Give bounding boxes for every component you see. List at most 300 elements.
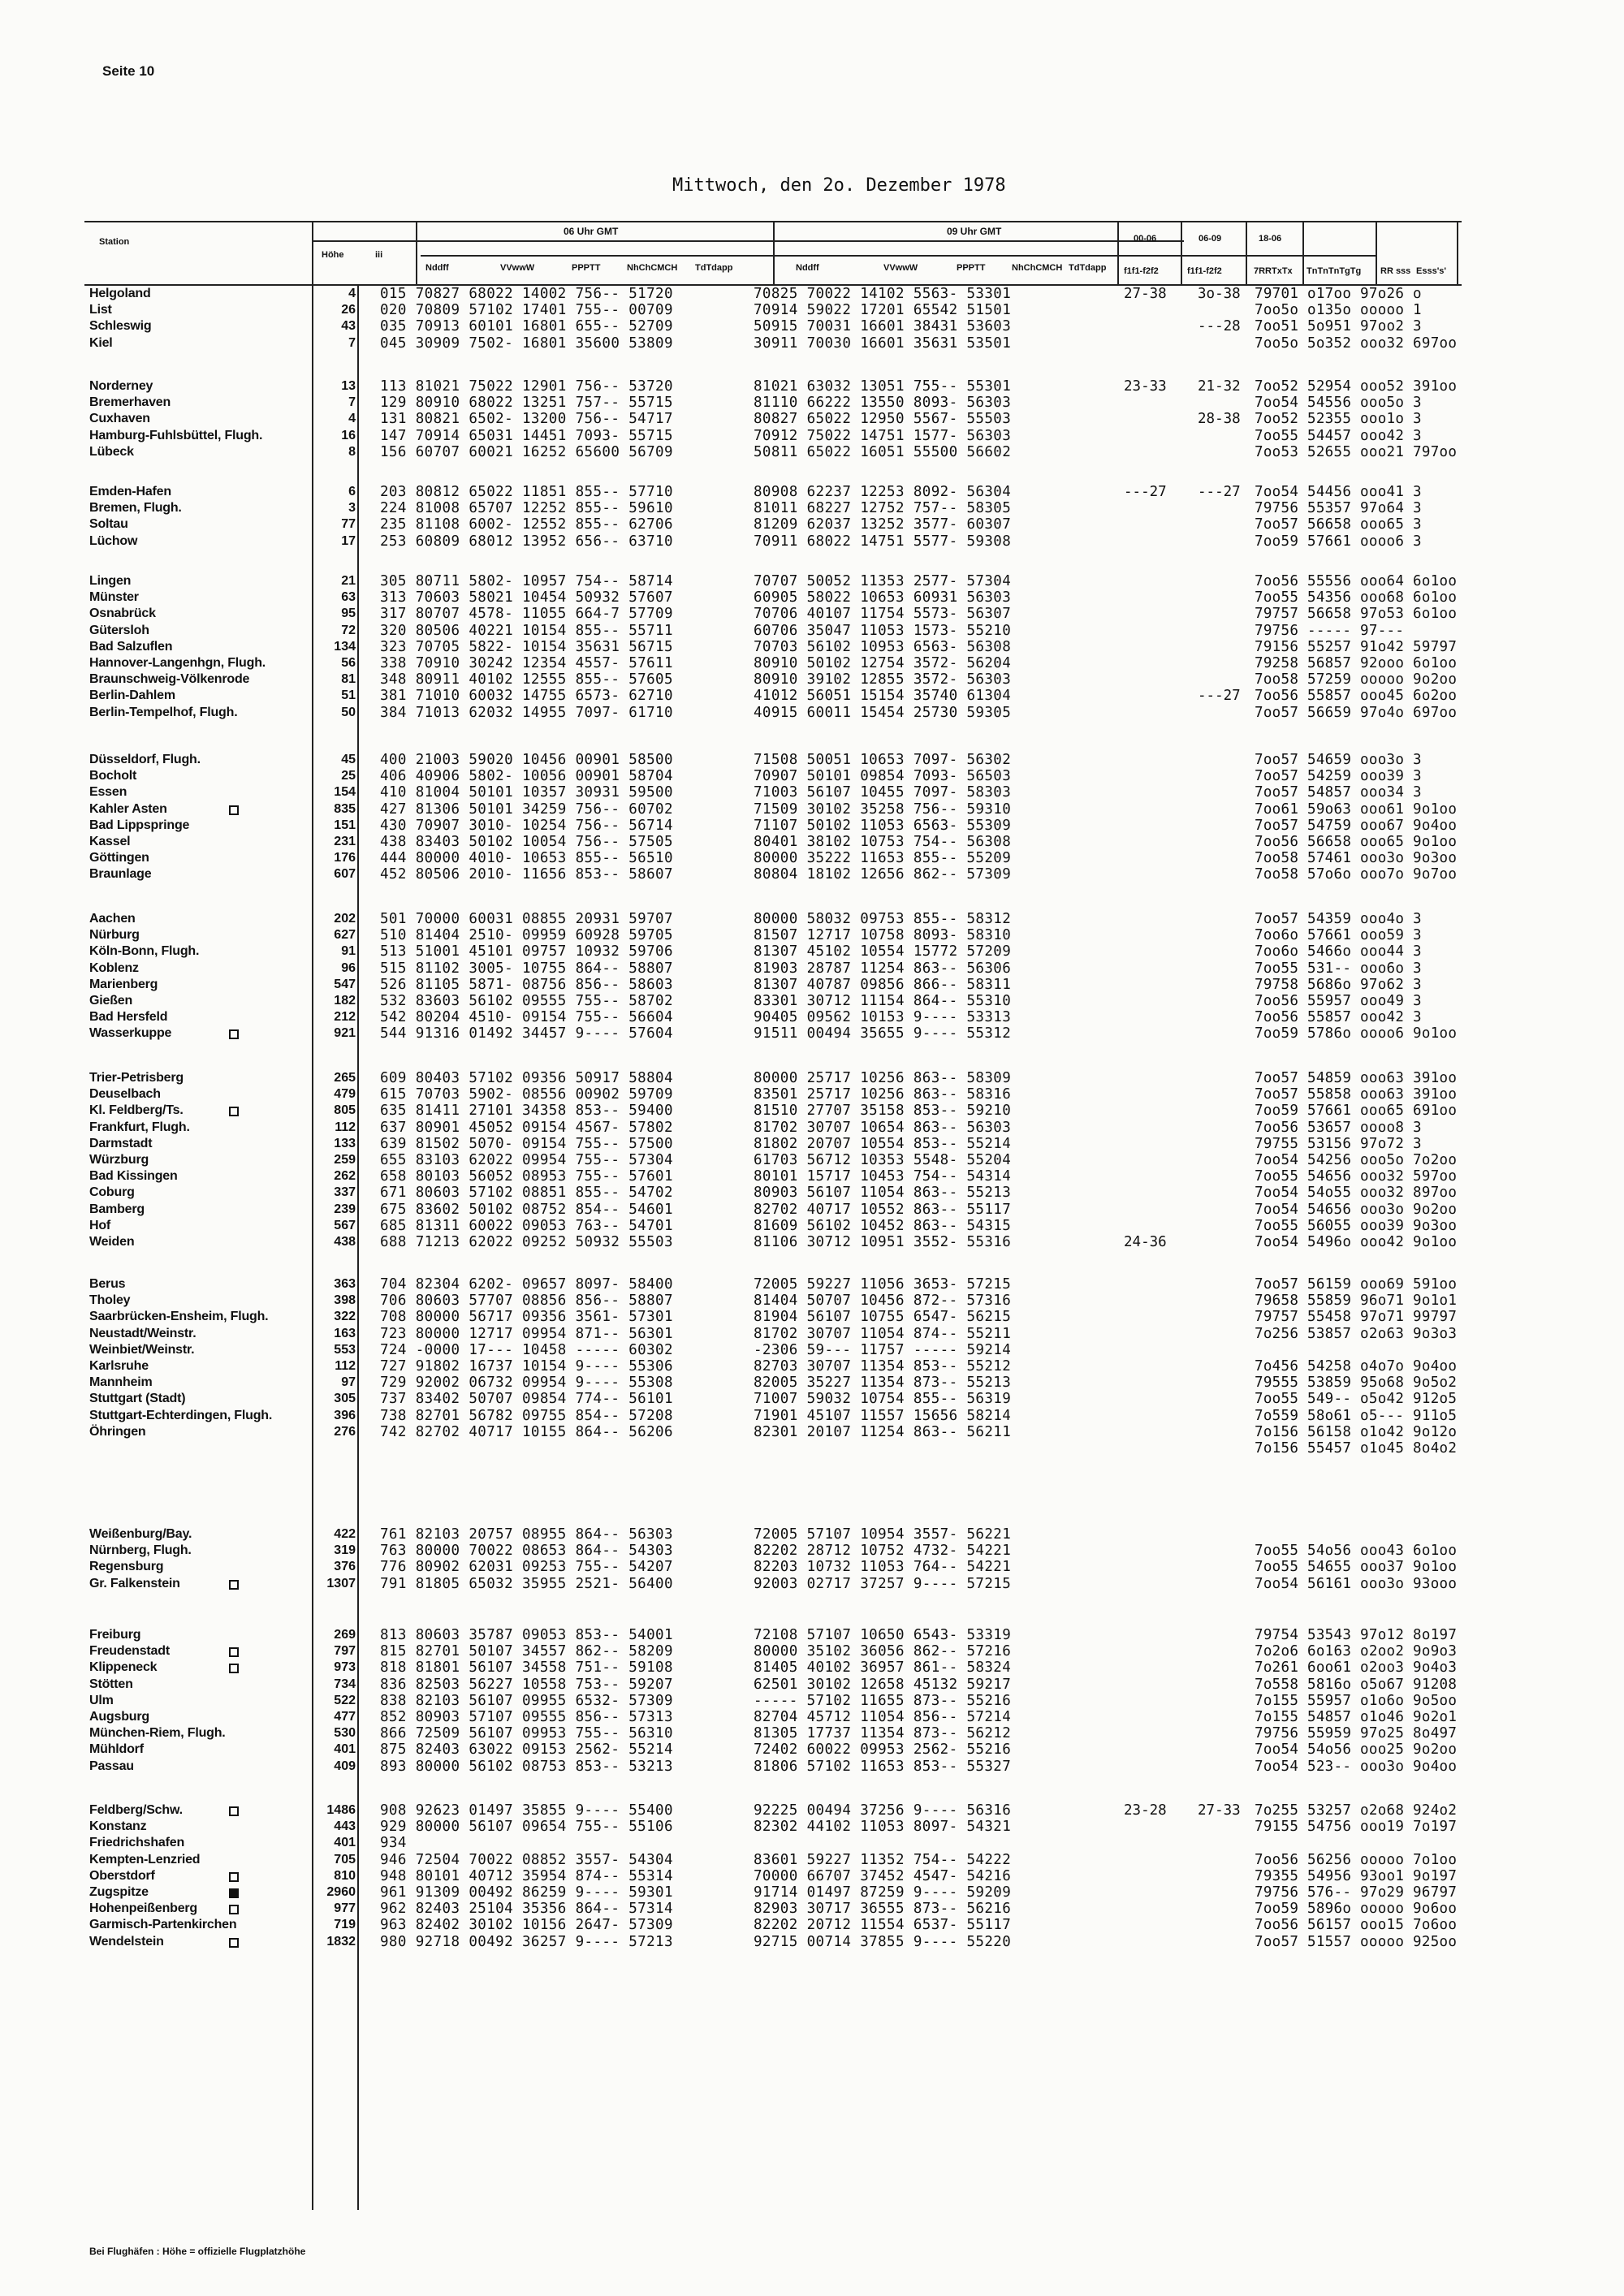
extremes-18-06: 7oo56 55957 ooo49 3 [1255, 992, 1422, 1009]
station-height: 56 [341, 655, 356, 670]
extremes-18-06: 7oo53 52655 ooo21 797oo [1255, 443, 1458, 460]
extremes-18-06: 79355 54956 93oo1 9o197 [1255, 1867, 1458, 1884]
table-row [0, 1559, 1624, 1575]
station-name: Gießen [89, 993, 133, 1008]
station-height: 443 [334, 1819, 356, 1834]
obs-09-gmt: 72005 59227 11056 3653- 57215 [754, 1276, 1012, 1293]
obs-09-gmt: 81903 28787 11254 863-- 56306 [754, 960, 1012, 977]
obs-06-gmt: 317 80707 4578- 11055 664-7 57709 [380, 606, 673, 623]
extremes-18-06: 7oo54 523-- ooo3o 9o4oo [1255, 1758, 1458, 1775]
station-height: 182 [334, 993, 356, 1008]
station-name: Coburg [89, 1185, 135, 1200]
obs-09-gmt: 81209 62037 13252 3577- 60307 [754, 516, 1012, 533]
obs-06-gmt: 452 80506 2010- 11656 853-- 58607 [380, 866, 673, 883]
extremes-18-06: 7oo56 56658 ooo65 9o1oo [1255, 833, 1458, 850]
obs-09-gmt: 80101 15717 10453 754-- 54314 [754, 1168, 1012, 1185]
extremes-18-06: 7oo52 52355 ooo1o 3 [1255, 411, 1422, 428]
extremes-18-06: 7oo56 55857 ooo45 6o2oo [1255, 688, 1458, 705]
station-name: Bremerhaven [89, 395, 171, 410]
station-name: Saarbrücken-Ensheim, Flugh. [89, 1310, 269, 1324]
station-height: 398 [334, 1293, 356, 1308]
station-name: Konstanz [89, 1819, 147, 1834]
table-row [0, 395, 1624, 411]
table-row [0, 1086, 1624, 1103]
square-icon [229, 1905, 239, 1914]
station-name: Kassel [89, 834, 131, 848]
extremes-18-06: 7oo55 54655 ooo37 9o1oo [1255, 1559, 1458, 1576]
obs-06-gmt: 838 82103 56107 09955 6532- 57309 [380, 1692, 673, 1709]
col06-tdtd: TdTdapp [695, 263, 733, 273]
station-name: Mannheim [89, 1375, 153, 1390]
obs-06-gmt: 400 21003 59020 10456 00901 58500 [380, 752, 673, 768]
table-row [0, 318, 1624, 334]
extremes-18-06: 7o256 53857 o2o63 9o3o3 [1255, 1325, 1458, 1342]
obs-09-gmt: 91511 00494 35655 9---- 55312 [754, 1025, 1012, 1042]
table-row [0, 1103, 1624, 1119]
obs-06-gmt: 224 81008 65707 12252 855-- 59610 [380, 500, 673, 517]
table-row [0, 911, 1624, 927]
obs-06-gmt: 836 82503 56227 10558 753-- 59207 [380, 1676, 673, 1693]
obs-09-gmt: 83301 30712 11154 864-- 55310 [754, 992, 1012, 1009]
obs-06-gmt: 410 81004 50101 10357 30931 59500 [380, 784, 673, 801]
station-height: 176 [334, 851, 356, 865]
station-name: Cuxhaven [89, 412, 150, 426]
obs-09-gmt: 82704 45712 11054 856-- 57214 [754, 1708, 1012, 1725]
obs-09-gmt: 70907 50101 09854 7093- 56503 [754, 768, 1012, 785]
extremes-18-06: 7o2o6 6o163 o2oo2 9o9o3 [1255, 1643, 1458, 1660]
obs-09-gmt: 90405 09562 10153 9---- 53313 [754, 1009, 1012, 1026]
extremes-18-06: 7oo56 55556 ooo64 6o1oo [1255, 573, 1458, 589]
extremes-18-06: 7o261 6oo61 o2oo3 9o4o3 [1255, 1659, 1458, 1677]
station-height: 26 [341, 303, 356, 317]
station-height: 409 [334, 1759, 356, 1773]
station-height: 43 [341, 319, 356, 334]
table-row [0, 1391, 1624, 1407]
gust-06-09: ---28 [1198, 318, 1241, 335]
table-row [0, 1358, 1624, 1375]
table-row [0, 784, 1624, 801]
station-height: 921 [334, 1026, 356, 1041]
extremes-18-06: 79757 55458 97o71 99797 [1255, 1309, 1458, 1326]
obs-09-gmt: 81609 56102 10452 863-- 54315 [754, 1217, 1012, 1234]
obs-09-gmt: 81802 20707 10554 853-- 55214 [754, 1135, 1012, 1152]
station-height: 2960 [326, 1884, 356, 1899]
col09-tdtd: TdTdapp [1069, 263, 1107, 273]
extremes-18-06: 7oo54 54656 ooo3o 9o2oo [1255, 1201, 1458, 1218]
station-name: Öhringen [89, 1424, 146, 1439]
station-height: 50 [341, 705, 356, 719]
station-group [0, 911, 1624, 1042]
station-height: 477 [334, 1709, 356, 1724]
obs-06-gmt: 430 70907 3010- 10254 756-- 56714 [380, 817, 673, 834]
obs-06-gmt: 685 81311 60022 09053 763-- 54701 [380, 1217, 673, 1234]
obs-06-gmt: 501 70000 60031 08855 20931 59707 [380, 911, 673, 927]
obs-09-gmt: 92003 02717 37257 9---- 57215 [754, 1575, 1012, 1592]
station-name: Nürnberg, Flugh. [89, 1543, 192, 1558]
sub-tn: TnTnTnTgTg [1307, 266, 1362, 276]
station-name: Münster [89, 590, 139, 605]
obs-09-gmt: 71007 59032 10754 855-- 56319 [754, 1391, 1012, 1408]
obs-06-gmt: 742 82702 40717 10155 864-- 56206 [380, 1423, 673, 1440]
hoehe-header: Höhe [322, 250, 344, 260]
table-row [0, 1408, 1624, 1424]
station-name: Kl. Feldberg/Ts. [89, 1103, 184, 1118]
period-00-06: 00-06 [1134, 234, 1157, 244]
table-row [0, 1234, 1624, 1250]
obs-09-gmt: 30911 70030 16601 35631 53501 [754, 334, 1012, 352]
station-height: 259 [334, 1152, 356, 1167]
extremes-18-06: 79756 576-- 97o29 96797 [1255, 1884, 1458, 1901]
table-row [0, 834, 1624, 850]
table-row [0, 752, 1624, 768]
obs-06-gmt: 761 82103 20757 08955 864-- 56303 [380, 1526, 673, 1543]
extremes-18-06: 7oo55 549-- o5o42 912o5 [1255, 1391, 1458, 1408]
station-name: Berus [89, 1277, 126, 1291]
station-name: Aachen [89, 912, 136, 926]
station-name: Helgoland [89, 287, 151, 300]
col09-ppptt: PPPTT [957, 263, 986, 273]
extremes-18-06: 7oo55 54356 ooo68 6o1oo [1255, 589, 1458, 606]
square-icon [229, 1938, 239, 1948]
obs-06-gmt: 738 82701 56782 09755 854-- 57208 [380, 1407, 673, 1424]
table-row [0, 500, 1624, 516]
extremes-18-06: 79701 o17oo 97o26 o [1255, 286, 1422, 302]
table-row [0, 705, 1624, 721]
station-height: 305 [334, 1392, 356, 1406]
station-group [0, 752, 1624, 883]
station-height: 805 [334, 1103, 356, 1118]
obs-09-gmt: 83501 25717 10256 863-- 58316 [754, 1086, 1012, 1103]
station-height: 7 [348, 395, 356, 410]
obs-09-gmt: 70706 40107 11754 5573- 56307 [754, 606, 1012, 623]
station-height: 376 [334, 1560, 356, 1574]
station-name: Stuttgart-Echterdingen, Flugh. [89, 1408, 273, 1422]
table-row [0, 688, 1624, 704]
table-row [0, 1025, 1624, 1042]
extremes-18-06: 7oo58 57461 ooo3o 9o3oo [1255, 850, 1458, 867]
square-icon [229, 1647, 239, 1657]
col09-nddff: Nddff [796, 263, 819, 273]
obs-09-gmt: 91714 01497 87259 9---- 59209 [754, 1884, 1012, 1901]
page-number: Seite 10 [102, 63, 155, 79]
gust-06-09: ---27 [1198, 688, 1241, 705]
table-row [0, 573, 1624, 589]
obs-06-gmt: 615 70703 5902- 08556 00902 59709 [380, 1086, 673, 1103]
extremes-18-06: 7oo58 57259 ooooo 9o2oo [1255, 671, 1458, 688]
extremes-18-06: 79756 55959 97o25 8o497 [1255, 1725, 1458, 1742]
extremes-18-06: 79756 ----- 97--- [1255, 622, 1405, 639]
gust-06-09: 3o-38 [1198, 286, 1241, 302]
iii-header: iii [375, 250, 383, 260]
obs-09-gmt: 82005 35227 11354 873-- 55213 [754, 1375, 1012, 1392]
obs-09-gmt: 80401 38102 10753 754-- 56308 [754, 833, 1012, 850]
obs-06-gmt: 791 81805 65032 35955 2521- 56400 [380, 1575, 673, 1592]
station-height: 3 [348, 501, 356, 516]
square-icon [229, 1872, 239, 1882]
obs-06-gmt: 156 60707 60021 16252 65600 56709 [380, 443, 673, 460]
obs-06-gmt: 737 83402 50707 09854 774-- 56101 [380, 1391, 673, 1408]
obs-09-gmt: 80908 62237 12253 8092- 56304 [754, 484, 1012, 500]
table-row [0, 533, 1624, 550]
extremes-18-06: 7oo61 59o63 ooo61 9o1oo [1255, 801, 1458, 818]
station-name: Augsburg [89, 1709, 149, 1724]
station-name: Bremen, Flugh. [89, 501, 182, 516]
station-name: Darmstadt [89, 1136, 153, 1150]
obs-06-gmt: 980 92718 00492 36257 9---- 57213 [380, 1933, 673, 1950]
extremes-18-06: 7oo59 5896o ooooo 9o6oo [1255, 1901, 1458, 1918]
station-name: Bad Salzuflen [89, 639, 173, 654]
obs-06-gmt: 020 70809 57102 17401 755-- 00709 [380, 302, 673, 319]
station-height: 276 [334, 1424, 356, 1439]
table-row [0, 1375, 1624, 1391]
obs-09-gmt: -2306 59--- 11757 ----- 59214 [754, 1341, 1012, 1358]
station-name: Feldberg/Schw. [89, 1803, 183, 1817]
station-name: Hohenpeißenberg [89, 1901, 198, 1916]
obs-06-gmt: 723 80000 12717 09954 871-- 56301 [380, 1325, 673, 1342]
obs-09-gmt: 81702 30707 11054 874-- 55211 [754, 1325, 1012, 1342]
extremes-18-06: 79155 54756 ooo19 7o197 [1255, 1819, 1458, 1836]
station-height: 530 [334, 1726, 356, 1741]
gust-00-06: 24-36 [1124, 1233, 1167, 1250]
station-height: 96 [341, 960, 356, 975]
col06-vvwww: VVwwW [500, 263, 535, 273]
extremes-18-06: 7oo5o 5o352 ooo32 697oo [1255, 334, 1458, 352]
table-row [0, 993, 1624, 1009]
obs-06-gmt: 946 72504 70022 08852 3557- 54304 [380, 1851, 673, 1868]
footnote: Bei Flughäfen : Höhe = offizielle Flugplatzhöhe [89, 2246, 306, 2257]
station-name: Friedrichshafen [89, 1836, 185, 1850]
station-name: Passau [89, 1759, 134, 1773]
extremes-18-06: 7oo54 56161 ooo3o 93ooo [1255, 1575, 1458, 1592]
station-name: Bocholt [89, 769, 137, 783]
obs-06-gmt: 129 80910 68022 13251 757-- 55715 [380, 395, 673, 412]
station-height: 1307 [326, 1576, 356, 1590]
extremes-18-06: 7oo54 54556 ooo5o 3 [1255, 395, 1422, 412]
obs-06-gmt: 675 83602 50102 08752 854-- 54601 [380, 1201, 673, 1218]
obs-06-gmt: 908 92623 01497 35855 9---- 55400 [380, 1802, 673, 1819]
extremes-18-06: 79658 55859 96o71 9o1o1 [1255, 1293, 1458, 1310]
station-height: 265 [334, 1071, 356, 1085]
table-row [0, 1759, 1624, 1775]
gust-00-06: 27-38 [1124, 286, 1167, 302]
table-row [0, 1819, 1624, 1835]
station-name: Norderney [89, 379, 153, 393]
extremes-18-06: 7oo56 53657 oooo8 3 [1255, 1119, 1422, 1136]
obs-09-gmt: 72005 57107 10954 3557- 56221 [754, 1526, 1012, 1543]
station-name: Weiden [89, 1234, 135, 1249]
extremes-18-06: 79755 53156 97o72 3 [1255, 1135, 1422, 1152]
obs-06-gmt: 635 81411 27101 34358 853-- 59400 [380, 1103, 673, 1120]
station-height: 977 [334, 1901, 356, 1916]
extremes-18-06: 7oo57 51557 ooooo 925oo [1255, 1933, 1458, 1950]
extremes-18-06: 7oo55 54457 ooo42 3 [1255, 427, 1422, 444]
station-name: Braunlage [89, 867, 152, 882]
extremes-18-06: 7oo6o 57661 ooo59 3 [1255, 927, 1422, 944]
obs-09-gmt: 71509 30102 35258 756-- 59310 [754, 801, 1012, 818]
obs-06-gmt: 729 92002 06732 09954 9---- 55308 [380, 1375, 673, 1392]
obs-06-gmt: 818 81801 56107 34558 751-- 59108 [380, 1659, 673, 1677]
obs-06-gmt: 706 80603 57707 08856 856-- 58807 [380, 1293, 673, 1310]
extremes-18-06: 7oo59 57661 ooo65 691oo [1255, 1103, 1458, 1120]
station-name: Weißenburg/Bay. [89, 1527, 192, 1541]
station-name: Berlin-Dahlem [89, 688, 175, 703]
extremes-18-06: 7oo57 56159 ooo69 591oo [1255, 1276, 1458, 1293]
obs-09-gmt: 80910 39102 12855 3572- 56303 [754, 671, 1012, 688]
extremes-18-06: 7oo54 54o55 ooo32 897oo [1255, 1185, 1458, 1202]
obs-06-gmt: 510 81404 2510- 09959 60928 59705 [380, 927, 673, 944]
extremes-18-06: 7o156 56158 o1o42 9o12o [1255, 1423, 1458, 1440]
station-name: Lübeck [89, 444, 134, 459]
obs-06-gmt: 727 91802 16737 10154 9---- 55306 [380, 1357, 673, 1375]
extremes-18-06: 7oo59 5786o oooo6 9o1oo [1255, 1025, 1458, 1042]
obs-09-gmt: 81305 17737 11354 873-- 56212 [754, 1725, 1012, 1742]
obs-09-gmt: 81011 68227 12752 757-- 58305 [754, 500, 1012, 517]
table-row [0, 1070, 1624, 1086]
station-name: Oberstdorf [89, 1868, 155, 1883]
extremes-18-06: 7oo57 56659 97o4o 697oo [1255, 704, 1458, 721]
table-row [0, 1276, 1624, 1293]
extremes-18-06: 7oo55 531-- ooo6o 3 [1255, 960, 1422, 977]
obs-06-gmt: 875 82403 63022 09153 2562- 55214 [380, 1741, 673, 1759]
station-name: Klippeneck [89, 1660, 158, 1675]
station-height: 51 [341, 688, 356, 703]
obs-09-gmt: 82702 40717 10552 863-- 55117 [754, 1201, 1012, 1218]
station-group [0, 378, 1624, 460]
table-row [0, 927, 1624, 943]
obs-06-gmt: 948 80101 40712 35954 874-- 55314 [380, 1867, 673, 1884]
square-icon [229, 1107, 239, 1116]
table-row [0, 1202, 1624, 1218]
station-name: Nürburg [89, 928, 140, 943]
gmt09-header: 09 Uhr GMT [947, 226, 1002, 237]
obs-06-gmt: 131 80821 6502- 13200 756-- 54717 [380, 411, 673, 428]
obs-06-gmt: 763 80000 70022 08653 864-- 54303 [380, 1543, 673, 1560]
obs-09-gmt: 72108 57107 10650 6543- 53319 [754, 1627, 1012, 1643]
table-row [0, 1643, 1624, 1659]
extremes-18-06: 7oo55 54656 ooo32 597oo [1255, 1168, 1458, 1185]
station-name: Stuttgart (Stadt) [89, 1392, 186, 1406]
obs-06-gmt: 893 80000 56102 08753 853-- 53213 [380, 1758, 673, 1775]
station-height: 607 [334, 867, 356, 882]
table-row [0, 1342, 1624, 1358]
obs-06-gmt: 381 71010 60032 14755 6573- 62710 [380, 688, 673, 705]
station-name: Bad Lippspringe [89, 818, 190, 832]
obs-06-gmt: 688 71213 62022 09252 50932 55503 [380, 1233, 673, 1250]
extremes-18-06: 7oo51 5o951 97oo2 3 [1255, 318, 1422, 335]
table-row [0, 671, 1624, 688]
station-name: Stötten [89, 1677, 133, 1691]
station-height: 133 [334, 1136, 356, 1150]
obs-06-gmt: 708 80000 56717 09356 3561- 57301 [380, 1309, 673, 1326]
gust-06-09: ---27 [1198, 484, 1241, 500]
obs-09-gmt: 81106 30712 10951 3552- 55316 [754, 1233, 1012, 1250]
station-height: 269 [334, 1628, 356, 1642]
col06-ppptt: PPPTT [572, 263, 601, 273]
table-row [0, 1659, 1624, 1676]
station-name: Schleswig [89, 319, 152, 334]
station-height: 212 [334, 1010, 356, 1025]
station-name: Köln-Bonn, Flugh. [89, 944, 200, 959]
extremes-18-06: 7oo54 5496o ooo42 9o1oo [1255, 1233, 1458, 1250]
station-height: 151 [334, 818, 356, 832]
table-row [0, 606, 1624, 622]
station-height: 134 [334, 639, 356, 654]
table-row [0, 1693, 1624, 1709]
table-row [0, 1543, 1624, 1559]
station-name: Kempten-Lenzried [89, 1852, 201, 1867]
station-name: Soltau [89, 517, 128, 532]
table-row [0, 1185, 1624, 1201]
extremes-18-06: 7o559 58o61 o5--- 911o5 [1255, 1407, 1458, 1424]
station-height: 231 [334, 834, 356, 848]
obs-06-gmt: 655 83103 62022 09954 755-- 57304 [380, 1151, 673, 1168]
table-row [0, 1917, 1624, 1933]
station-name: Trier-Petrisberg [89, 1071, 184, 1085]
extremes-18-06: 7oo57 56658 ooo65 3 [1255, 516, 1422, 533]
extremes-18-06: 7oo57 54859 ooo63 391oo [1255, 1070, 1458, 1086]
obs-09-gmt: 80827 65022 12950 5567- 55503 [754, 411, 1012, 428]
table-row [0, 850, 1624, 866]
obs-06-gmt: 544 91316 01492 34457 9---- 57604 [380, 1025, 673, 1042]
obs-09-gmt: 80000 35102 36056 862-- 57216 [754, 1643, 1012, 1660]
table-row [0, 1309, 1624, 1325]
obs-09-gmt: 71003 56107 10455 7097- 58303 [754, 784, 1012, 801]
station-height: 13 [341, 379, 356, 393]
obs-09-gmt: 81021 63032 13051 755-- 55301 [754, 378, 1012, 395]
station-group [0, 1627, 1624, 1775]
table-row [0, 1868, 1624, 1884]
obs-06-gmt: 963 82402 30102 10156 2647- 57309 [380, 1917, 673, 1934]
station-name: Regensburg [89, 1560, 164, 1574]
station-height: 627 [334, 928, 356, 943]
obs-06-gmt: 704 82304 6202- 09657 8097- 58400 [380, 1276, 673, 1293]
extremes-18-06: 7oo55 54o56 ooo43 6o1oo [1255, 1543, 1458, 1560]
table-row [0, 1934, 1624, 1950]
obs-09-gmt: 71107 50102 11053 6563- 55309 [754, 817, 1012, 834]
obs-09-gmt: 81702 30707 10654 863-- 56303 [754, 1119, 1012, 1136]
table-row [0, 1576, 1624, 1592]
station-name: Zugspitze [89, 1884, 149, 1899]
obs-06-gmt: 253 60809 68012 13952 656-- 63710 [380, 533, 673, 550]
station-name: List [89, 303, 112, 317]
obs-06-gmt: 526 81105 5871- 08756 856-- 58603 [380, 976, 673, 993]
station-name: Würzburg [89, 1152, 149, 1167]
table-row [0, 639, 1624, 655]
obs-09-gmt: 60905 58022 10653 60931 56303 [754, 589, 1012, 606]
station-group [0, 484, 1624, 550]
station-height: 154 [334, 785, 356, 800]
square-icon [229, 1029, 239, 1039]
station-name: Lingen [89, 574, 132, 588]
obs-06-gmt: 384 71013 62032 14955 7097- 61710 [380, 704, 673, 721]
table-row [0, 378, 1624, 395]
table-row [0, 302, 1624, 318]
extremes-18-06: 79756 55357 97o64 3 [1255, 500, 1422, 517]
obs-09-gmt: 92715 00714 37855 9---- 55220 [754, 1933, 1012, 1950]
station-height: 6 [348, 485, 356, 498]
station-name: Mühldorf [89, 1742, 144, 1757]
extremes-18-06: 79758 5686o 97o62 3 [1255, 976, 1422, 993]
obs-06-gmt: 320 80506 40221 10154 855-- 55711 [380, 622, 673, 639]
obs-06-gmt: 515 81102 3005- 10755 864-- 58807 [380, 960, 673, 977]
station-height: 112 [335, 1120, 356, 1134]
extremes-18-06: 7oo56 56256 ooooo 7o1oo [1255, 1851, 1458, 1868]
extremes-18-06: 7oo54 54256 ooo5o 7o2oo [1255, 1151, 1458, 1168]
obs-09-gmt: 82301 20107 11254 863-- 56211 [754, 1423, 1012, 1440]
obs-09-gmt: 80000 35222 11653 855-- 55209 [754, 850, 1012, 867]
station-name: Garmisch-Partenkirchen [89, 1918, 237, 1932]
extremes-18-06: 7oo59 57661 oooo6 3 [1255, 533, 1422, 550]
